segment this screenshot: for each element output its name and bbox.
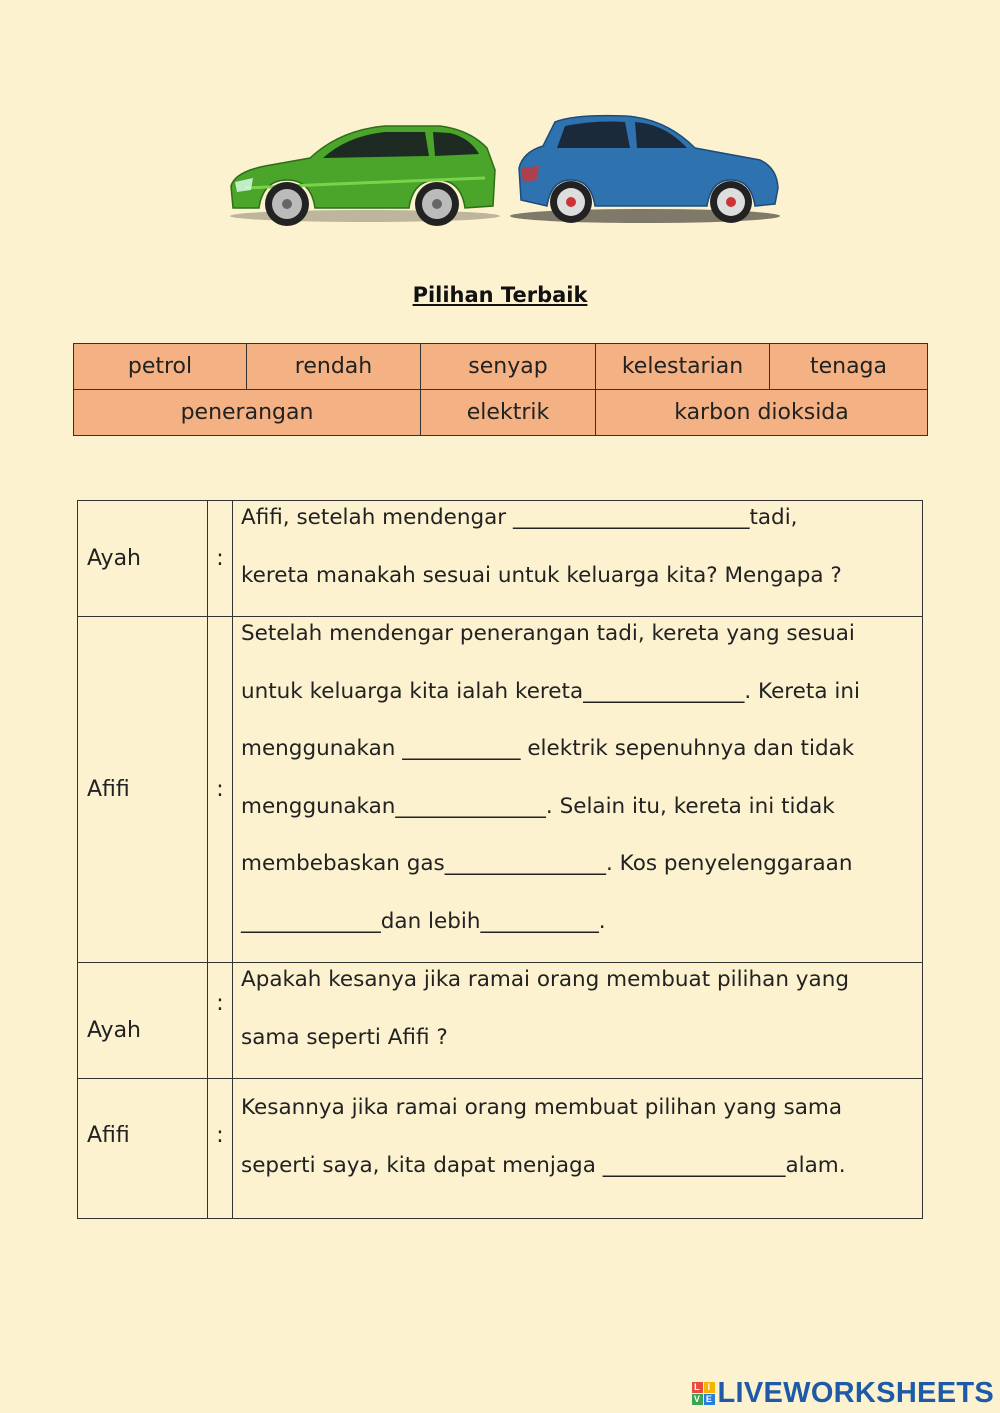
dialog-row (78, 617, 923, 963)
page-title: Pilihan Terbaik (412, 283, 588, 307)
speaker-name: Afifi (78, 617, 208, 963)
logo-letter: E (704, 1394, 715, 1405)
word-bank-cell[interactable]: elektrik (421, 390, 596, 436)
liveworksheets-brand[interactable] (692, 1376, 995, 1410)
green-car-image (230, 126, 500, 226)
speaker-name: Afifi (78, 1079, 208, 1219)
word-bank-row (74, 390, 928, 436)
word-bank-cell[interactable]: tenaga (770, 344, 928, 390)
colon-separator: : (208, 963, 233, 1079)
dialog-line: _____________dan lebih___________. (241, 908, 606, 934)
word-bank-cell[interactable]: rendah (247, 344, 421, 390)
colon-separator: : (208, 1079, 233, 1219)
dialog-line: kereta manakah sesuai untuk keluarga kita? Mengapa ? (241, 562, 842, 588)
logo-letter: I (704, 1382, 715, 1393)
dialog-line: sama seperti Afifi ? (241, 1024, 448, 1050)
logo-letter: V (692, 1394, 703, 1405)
word-bank-cell[interactable]: petrol (74, 344, 247, 390)
speaker-name: Ayah (78, 963, 208, 1079)
blue-car-image (510, 116, 780, 223)
speaker-name: Ayah (78, 501, 208, 617)
cars-illustration (225, 108, 785, 230)
dialog-row (78, 1079, 923, 1219)
liveworksheets-logo-icon (692, 1382, 715, 1405)
dialog-line: seperti saya, kita dapat menjaga _________________alam. (241, 1152, 846, 1178)
dialog-text (233, 501, 923, 617)
logo-letter: L (692, 1382, 703, 1393)
dialog-row (78, 501, 923, 617)
dialog-line: menggunakan ___________ elektrik sepenuhnya dan tidak (241, 736, 855, 761)
dialog-line: Kesannya jika ramai orang membuat pilihan yang sama (241, 1095, 843, 1120)
colon-separator: : (208, 617, 233, 963)
dialog-line: untuk keluarga kita ialah kereta_______________. Kereta ini (241, 678, 860, 704)
brand-name: LIVEWORKSHEETS (717, 1376, 994, 1409)
word-bank-cell[interactable]: karbon dioksida (596, 390, 928, 436)
word-bank-table (73, 343, 928, 436)
dialog-line: Setelah mendengar penerangan tadi, kereta yang sesuai (241, 621, 855, 646)
word-bank-row (74, 344, 928, 390)
colon-separator: : (208, 501, 233, 617)
dialog-text (233, 617, 923, 963)
cars-image (225, 108, 785, 230)
dialog-text (233, 1079, 923, 1219)
dialog-line: Apakah kesanya jika ramai orang membuat pilihan yang (241, 967, 849, 992)
dialog-line: menggunakan______________. Selain itu, kereta ini tidak (241, 793, 835, 819)
word-bank-cell[interactable]: kelestarian (596, 344, 770, 390)
dialog-line: Afifi, setelah mendengar ______________________tadi, (241, 505, 798, 530)
word-bank-cell[interactable]: penerangan (74, 390, 421, 436)
dialog-text (233, 963, 923, 1079)
dialog-row (78, 963, 923, 1079)
dialog-table (77, 500, 923, 1219)
dialog-line: membebaskan gas_______________. Kos penyelenggaraan (241, 851, 853, 876)
word-bank-cell[interactable]: senyap (421, 344, 596, 390)
